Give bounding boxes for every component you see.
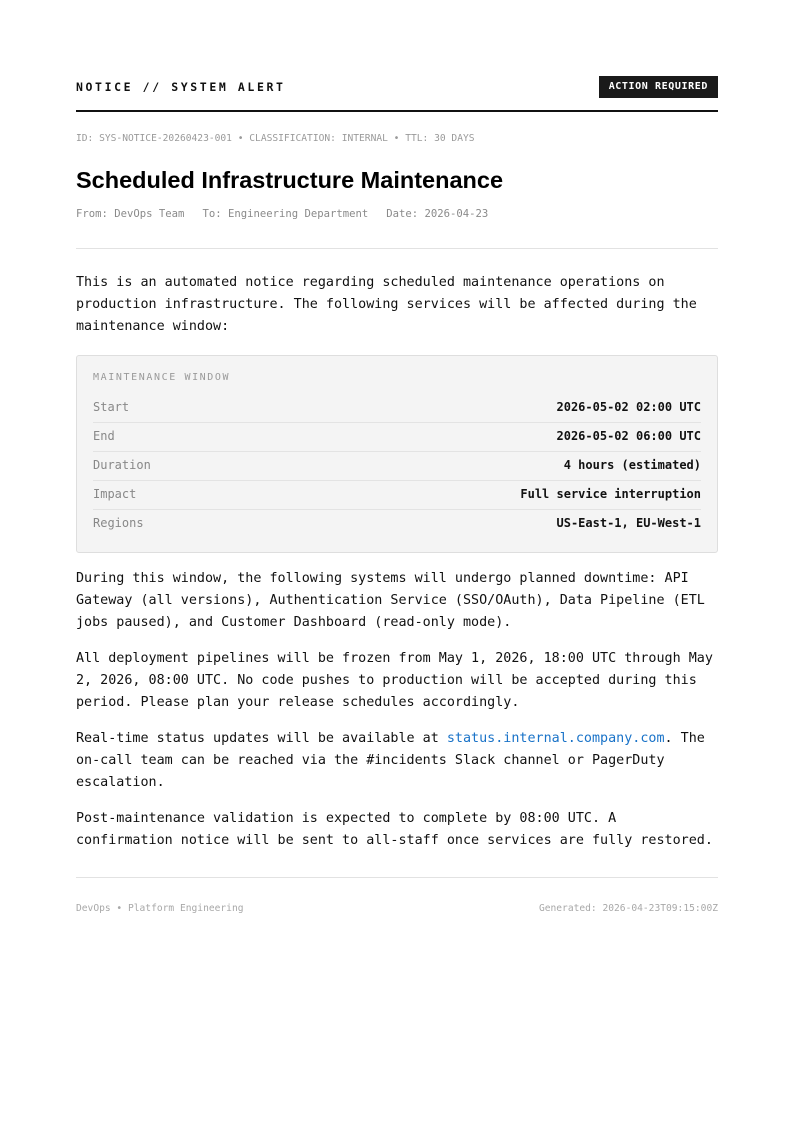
footer-divider [76, 877, 718, 878]
status-paragraph [76, 728, 718, 794]
maintenance-window-box [76, 355, 718, 553]
footer-generated: Generated: 2026-04-23T09:15:00Z [538, 903, 718, 914]
status-text-after: . The on-call team can be reached via the #incidents Slack channel or PagerDuty escalation. [76, 731, 705, 790]
action-required-badge: ACTION REQUIRED [599, 76, 718, 98]
header-title: NOTICE // SYSTEM ALERT [76, 80, 286, 94]
downtime-paragraph: During this window, the following systems will undergo planned downtime: API Gateway (all versions), Authentication Service (SSO/OAuth), Data Pipeline (ETL jobs paused), and Customer Dashboard (read-only mode). [76, 571, 705, 630]
mw-key: Regions [93, 516, 144, 530]
mw-row-end [93, 423, 701, 452]
divider [76, 248, 718, 249]
notice-header [76, 76, 718, 112]
validation-paragraph: Post-maintenance validation is expected to complete by 08:00 UTC. A confirmation notice will be sent to all-staff once services are fully restored. [76, 811, 713, 848]
byline [76, 208, 506, 220]
mw-value: US-East-1, EU-West-1 [556, 516, 701, 530]
mw-row-regions [93, 510, 701, 538]
mw-value: 2026-05-02 02:00 UTC [556, 400, 701, 414]
notice-meta: ID: SYS-NOTICE-20260423-001 • CLASSIFICATION: INTERNAL • TTL: 30 DAYS [76, 133, 475, 144]
mw-key: Start [93, 400, 130, 414]
mw-value: 4 hours (estimated) [563, 458, 701, 472]
mw-row-duration [93, 452, 701, 481]
byline-from: From: DevOps Team [76, 208, 185, 220]
mw-row-impact [93, 481, 701, 510]
mw-value: 2026-05-02 06:00 UTC [556, 429, 701, 443]
mw-value: Full service interruption [520, 487, 701, 501]
status-page-link[interactable]: status.internal.company.com [446, 731, 665, 746]
mw-key: End [93, 429, 115, 443]
byline-to: To: Engineering Department [202, 208, 369, 220]
freeze-paragraph: All deployment pipelines will be frozen from May 1, 2026, 18:00 UTC through May 2, 2026, 08:00 UTC. No code pushes to production will be accepted during this period. Please plan your release schedules accordingly. [76, 651, 713, 710]
maintenance-window-label: MAINTENANCE WINDOW [93, 372, 231, 383]
mw-key: Duration [93, 458, 151, 472]
page-title: Scheduled Infrastructure Maintenance [76, 167, 504, 193]
mw-row-start [93, 394, 701, 423]
byline-date: Date: 2026-04-23 [386, 208, 489, 220]
mw-key: Impact [93, 487, 137, 501]
status-text-before: Real-time status updates will be available at [76, 731, 447, 746]
intro-paragraph: This is an automated notice regarding scheduled maintenance operations on production infrastructure. The following services will be affected during the maintenance window: [76, 275, 697, 334]
footer-source: DevOps • Platform Engineering [76, 903, 244, 914]
